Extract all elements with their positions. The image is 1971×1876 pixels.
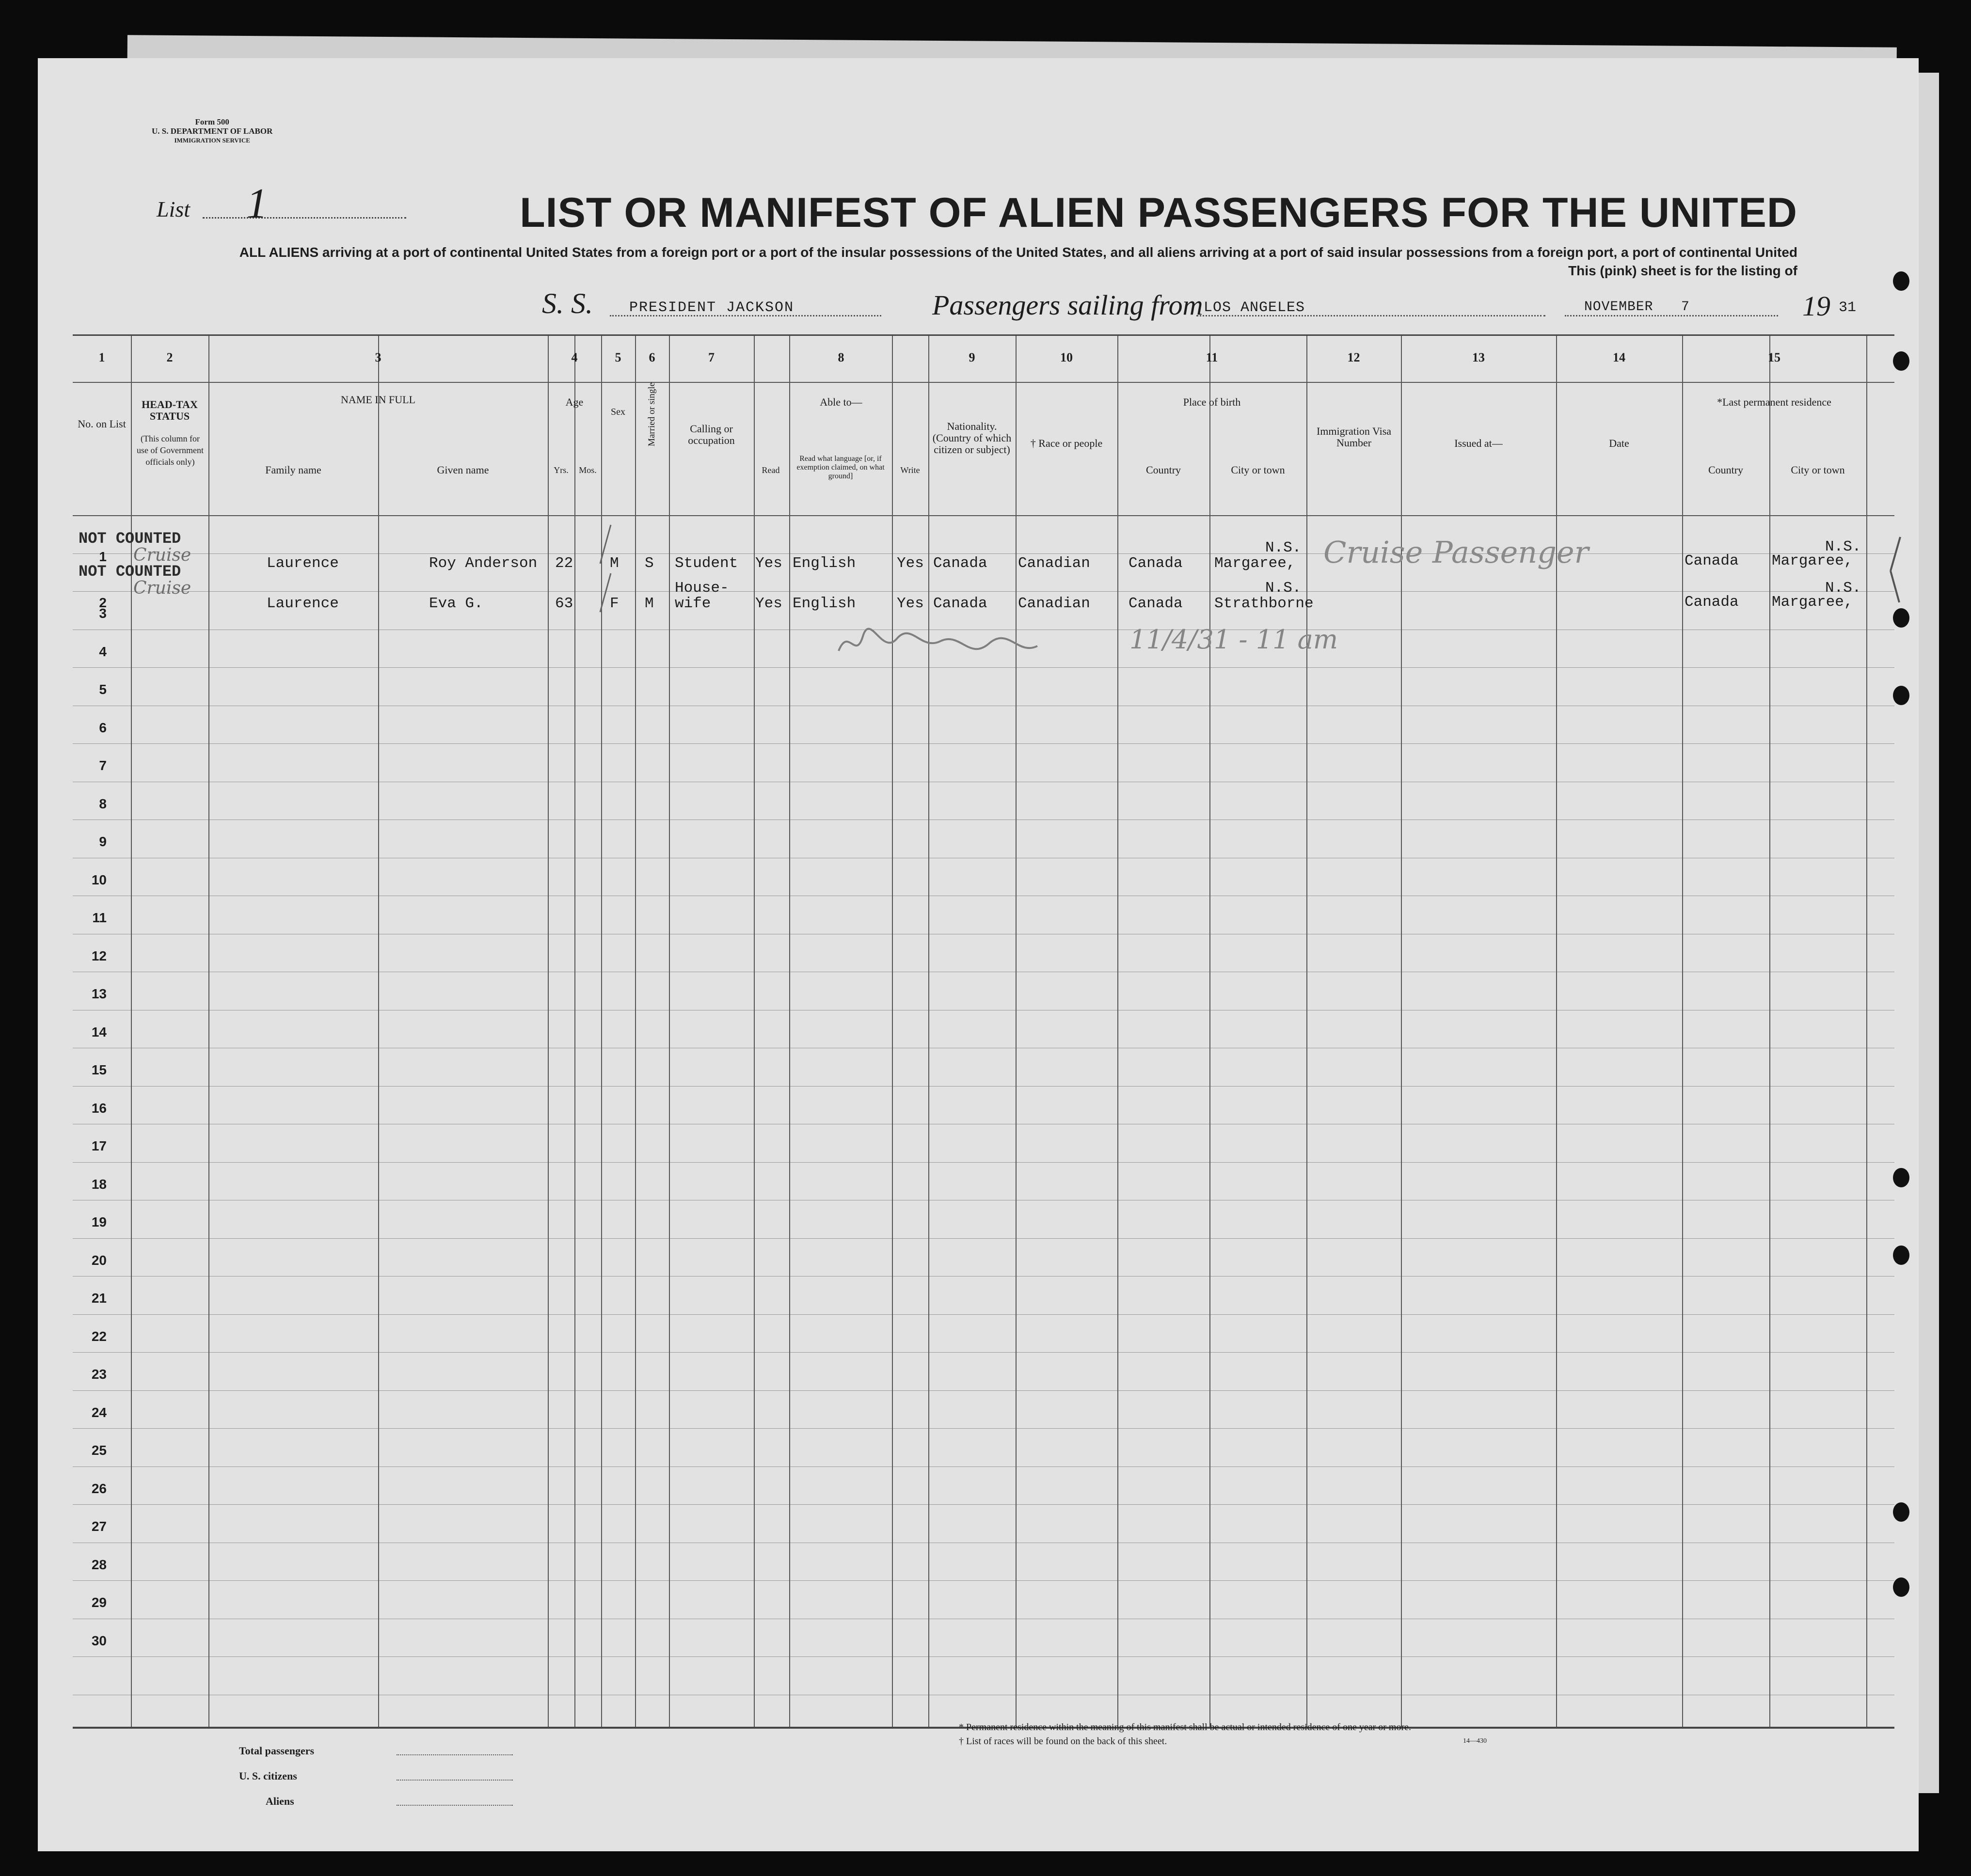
check-marks — [1886, 535, 1905, 607]
table-column-rule — [1209, 336, 1210, 1727]
header-date: Date — [1609, 437, 1629, 449]
header-place-of-birth: Place of birth — [1183, 396, 1241, 408]
table-row-rule — [73, 1086, 1894, 1087]
row-number: 14 — [91, 1024, 107, 1040]
table-column-rule — [1769, 336, 1770, 1727]
row-number: 7 — [99, 758, 107, 773]
row-number: 21 — [91, 1291, 107, 1306]
signature-date-note: 11/4/31 - 11 am — [1129, 624, 1338, 655]
row-number: 19 — [91, 1214, 107, 1230]
table-row-rule — [73, 1352, 1894, 1353]
print-code: 14—430 — [1463, 1737, 1487, 1745]
passengers-label: Passengers sailing from — [932, 289, 1203, 321]
row-2-occupation-2: wife — [675, 595, 711, 612]
row-number: 22 — [91, 1328, 107, 1344]
row-number: 25 — [91, 1443, 107, 1458]
colnum-10: 10 — [1060, 350, 1073, 364]
row-1-sex: M — [610, 555, 619, 572]
colnum-2: 2 — [166, 350, 173, 364]
colnum-15: 15 — [1768, 350, 1780, 364]
row-1-res-country: Canada — [1685, 552, 1739, 569]
row-1-race: Canadian — [1018, 555, 1090, 572]
row-2-nationality: Canada — [933, 595, 987, 612]
ship-line — [610, 315, 881, 316]
us-citizens-label: U. S. citizens — [239, 1770, 297, 1782]
colnum-12: 12 — [1347, 350, 1360, 364]
row-2-family: Laurence — [267, 595, 339, 612]
list-line — [203, 217, 406, 219]
form-number: Form 500 — [195, 117, 229, 126]
table-column-rule — [928, 336, 929, 1727]
header-head-tax-note: (This column for use of Government officials only) — [137, 434, 204, 467]
aliens-line — [397, 1805, 513, 1806]
table-row-rule — [73, 1314, 1894, 1315]
row-2-age: 63 — [555, 595, 573, 612]
head-tax-row-1: Cruise — [133, 545, 191, 565]
table-column-rule — [669, 336, 670, 1727]
punch-hole — [1893, 686, 1909, 705]
colnum-1: 1 — [98, 350, 105, 364]
header-visa: Immigration Visa Number — [1316, 425, 1392, 449]
subtitle-line-1: ALL ALIENS arriving at a port of continental United States from a foreign port or a port of the insular possessions of the United States, and all aliens arriving at a port of said insular possessions from a foreign port, a port of continental United — [239, 245, 1797, 260]
subtitle-line-2: This (pink) sheet is for the listing of — [1568, 263, 1797, 278]
row-2-marital: M — [645, 595, 654, 612]
row-number: 29 — [91, 1595, 107, 1610]
header-married: Married or single — [647, 382, 657, 446]
port-name: LOS ANGELES — [1204, 300, 1305, 316]
row-2-res-city: Margaree, — [1772, 594, 1853, 611]
subtitle — [239, 243, 1797, 280]
table-header-rule — [73, 515, 1894, 516]
header-sex: Sex — [611, 407, 625, 417]
table-row-rule — [73, 1162, 1894, 1163]
row-1-read: Yes — [755, 555, 782, 572]
header-read: Read — [762, 465, 780, 475]
header-last-residence: *Last permanent residence — [1717, 396, 1831, 408]
header-issued-at: Issued at— — [1454, 437, 1503, 449]
us-citizens-line — [397, 1780, 513, 1781]
list-number: 1 — [246, 180, 268, 227]
table-row-rule — [73, 1504, 1894, 1505]
row-number: 26 — [91, 1481, 107, 1496]
table-column-rule — [635, 336, 636, 1727]
header-able-to: Able to— — [820, 396, 862, 408]
row-1-age: 22 — [555, 555, 573, 572]
header-calling: Calling or occupation — [688, 423, 735, 446]
punch-hole — [1893, 1502, 1909, 1522]
header-race: † Race or people — [1030, 437, 1103, 449]
table-column-rule — [378, 336, 379, 1727]
table-column-rule — [1682, 336, 1683, 1727]
punch-hole — [1893, 1577, 1909, 1597]
table-column-rule — [574, 336, 575, 1727]
row-1-birth-prov: N.S. — [1265, 539, 1302, 556]
header-age: Age — [565, 396, 584, 408]
row-1-marital: S — [645, 555, 654, 572]
tally-marks — [596, 520, 616, 617]
row-number: 11 — [92, 910, 107, 925]
punch-hole — [1893, 271, 1909, 291]
table-column-rule — [1866, 336, 1867, 1727]
cruise-passenger-note: Cruise Passenger — [1323, 535, 1589, 570]
table-column-rule — [548, 336, 549, 1727]
row-1-birth-country: Canada — [1129, 555, 1183, 572]
header-birth-city: City or town — [1231, 464, 1285, 476]
table-column-rule — [1306, 336, 1307, 1727]
row-number: 10 — [91, 872, 107, 887]
aliens-label: Aliens — [266, 1795, 294, 1807]
table-column-rule — [1117, 336, 1118, 1727]
row-1-number: 1 — [99, 549, 107, 564]
table-row-rule — [73, 743, 1894, 744]
row-number: 16 — [91, 1100, 107, 1116]
date-month: NOVEMBER — [1584, 300, 1653, 315]
punch-hole — [1893, 608, 1909, 628]
table-row-rule — [73, 1238, 1894, 1239]
stamp-row-2: NOT COUNTED — [79, 563, 181, 581]
table-column-rule — [892, 336, 893, 1727]
row-number: 9 — [99, 834, 107, 849]
row-2-birth-city: Strathborne — [1214, 595, 1314, 612]
header-res-country: Country — [1708, 464, 1744, 476]
header-birth-country: Country — [1145, 464, 1181, 476]
table-column-rule — [208, 336, 209, 1727]
row-number: 4 — [99, 644, 107, 659]
table-colnum-rule — [73, 382, 1894, 383]
punch-hole — [1893, 1168, 1909, 1187]
row-number: 23 — [91, 1367, 107, 1382]
port-line — [1196, 315, 1545, 316]
row-1-occupation: Student — [675, 555, 738, 572]
colnum-11: 11 — [1206, 350, 1218, 364]
table-row-rule — [73, 1276, 1894, 1277]
total-passengers-line — [397, 1754, 513, 1755]
header-mos: Mos. — [579, 465, 597, 475]
row-number: 6 — [99, 720, 107, 735]
row-2-birth-country: Canada — [1129, 595, 1183, 612]
colnum-5: 5 — [615, 350, 621, 364]
table-row-rule — [73, 1656, 1894, 1657]
manifest-table — [73, 334, 1894, 1729]
row-1-write: Yes — [897, 555, 924, 572]
list-label: List — [157, 197, 191, 221]
header-family-name: Family name — [265, 464, 321, 476]
date-line — [1565, 315, 1778, 316]
table-row-rule — [73, 553, 1894, 554]
row-number: 24 — [91, 1404, 107, 1420]
row-2-race: Canadian — [1018, 595, 1090, 612]
row-2-language: English — [793, 595, 856, 612]
footnote-races: † List of races will be found on the back of this sheet. — [959, 1736, 1167, 1747]
row-1-res-city: Margaree, — [1772, 552, 1853, 569]
row-number: 15 — [91, 1062, 107, 1077]
header-yrs: Yrs. — [554, 465, 569, 475]
table-row-rule — [73, 667, 1894, 668]
header-nationality: Nationality. (Country of which citizen or subject) — [932, 420, 1012, 456]
ss-label: S. S. — [542, 287, 593, 319]
service: IMMIGRATION SERVICE — [174, 137, 250, 144]
row-number: 13 — [91, 986, 107, 1001]
head-tax-row-2: Cruise — [133, 578, 191, 598]
colnum-3: 3 — [375, 350, 381, 364]
department: U. S. DEPARTMENT OF LABOR — [152, 126, 273, 136]
row-number: 12 — [91, 948, 107, 963]
table-row-rule — [73, 1390, 1894, 1391]
colnum-13: 13 — [1472, 350, 1485, 364]
date-year: 31 — [1839, 300, 1857, 316]
row-2-occupation-1: House- — [675, 580, 729, 597]
row-number: 3 — [99, 606, 107, 621]
punch-hole — [1893, 351, 1909, 371]
row-2-read: Yes — [755, 595, 782, 612]
row-number: 18 — [91, 1176, 107, 1192]
colnum-7: 7 — [708, 350, 715, 364]
colnum-8: 8 — [838, 350, 844, 364]
page-title: LIST OR MANIFEST OF ALIEN PASSENGERS FOR THE UNITED — [520, 189, 1797, 236]
row-number: 30 — [91, 1633, 107, 1648]
ship-name: PRESIDENT JACKSON — [629, 300, 795, 316]
stamp-row-1: NOT COUNTED — [79, 530, 181, 548]
table-column-rule — [754, 336, 755, 1727]
colnum-9: 9 — [969, 350, 975, 364]
header-no-on-list: No. on List — [78, 418, 126, 430]
manifest-sheet — [38, 58, 1919, 1851]
signature-scribble — [834, 622, 1105, 665]
row-number: 5 — [99, 682, 107, 697]
row-1-birth-city: Margaree, — [1214, 555, 1296, 572]
table-column-rule — [789, 336, 790, 1727]
colnum-6: 6 — [649, 350, 655, 364]
date-day: 7 — [1681, 300, 1689, 315]
row-number: 27 — [91, 1519, 107, 1534]
row-2-number: 2 — [99, 595, 107, 610]
row-number: 20 — [91, 1252, 107, 1268]
row-2-write: Yes — [897, 595, 924, 612]
punch-hole — [1893, 1245, 1909, 1265]
row-2-res-prov: N.S. — [1825, 580, 1861, 597]
table-row-rule — [73, 1466, 1894, 1467]
row-2-birth-prov: N.S. — [1265, 580, 1302, 597]
header-res-city: City or town — [1791, 464, 1845, 476]
row-number: 28 — [91, 1557, 107, 1572]
footnote-residence: * Permanent residence within the meaning of this manifest shall be actual or intended residence of one year or more. — [959, 1722, 1412, 1733]
row-1-family: Laurence — [267, 555, 339, 572]
table-row-rule — [73, 1428, 1894, 1429]
colnum-4: 4 — [571, 350, 578, 364]
row-2-res-country: Canada — [1685, 594, 1739, 611]
colnum-14: 14 — [1613, 350, 1625, 364]
row-1-nationality: Canada — [933, 555, 987, 572]
table-row-rule — [73, 591, 1894, 592]
row-2-sex: F — [610, 595, 619, 612]
header-read-language: Read what language [or, if exemption claimed, on what ground] — [796, 455, 885, 480]
header-head-tax: HEAD-TAX STATUS — [142, 398, 198, 422]
row-1-given: Roy Anderson — [429, 555, 538, 572]
date-century: 19 — [1802, 290, 1830, 322]
row-1-res-prov: N.S. — [1825, 538, 1861, 555]
header-name-in-full: NAME IN FULL — [341, 394, 415, 406]
header-given-name: Given name — [437, 464, 489, 476]
total-passengers-label: Total passengers — [239, 1745, 315, 1757]
row-1-language: English — [793, 555, 856, 572]
table-column-rule — [1016, 336, 1017, 1727]
table-row-rule — [73, 1580, 1894, 1581]
row-2-given: Eva G. — [429, 595, 483, 612]
header-write: Write — [900, 465, 920, 475]
row-number: 8 — [99, 796, 107, 811]
form-header — [152, 117, 272, 145]
row-number: 17 — [91, 1138, 107, 1153]
